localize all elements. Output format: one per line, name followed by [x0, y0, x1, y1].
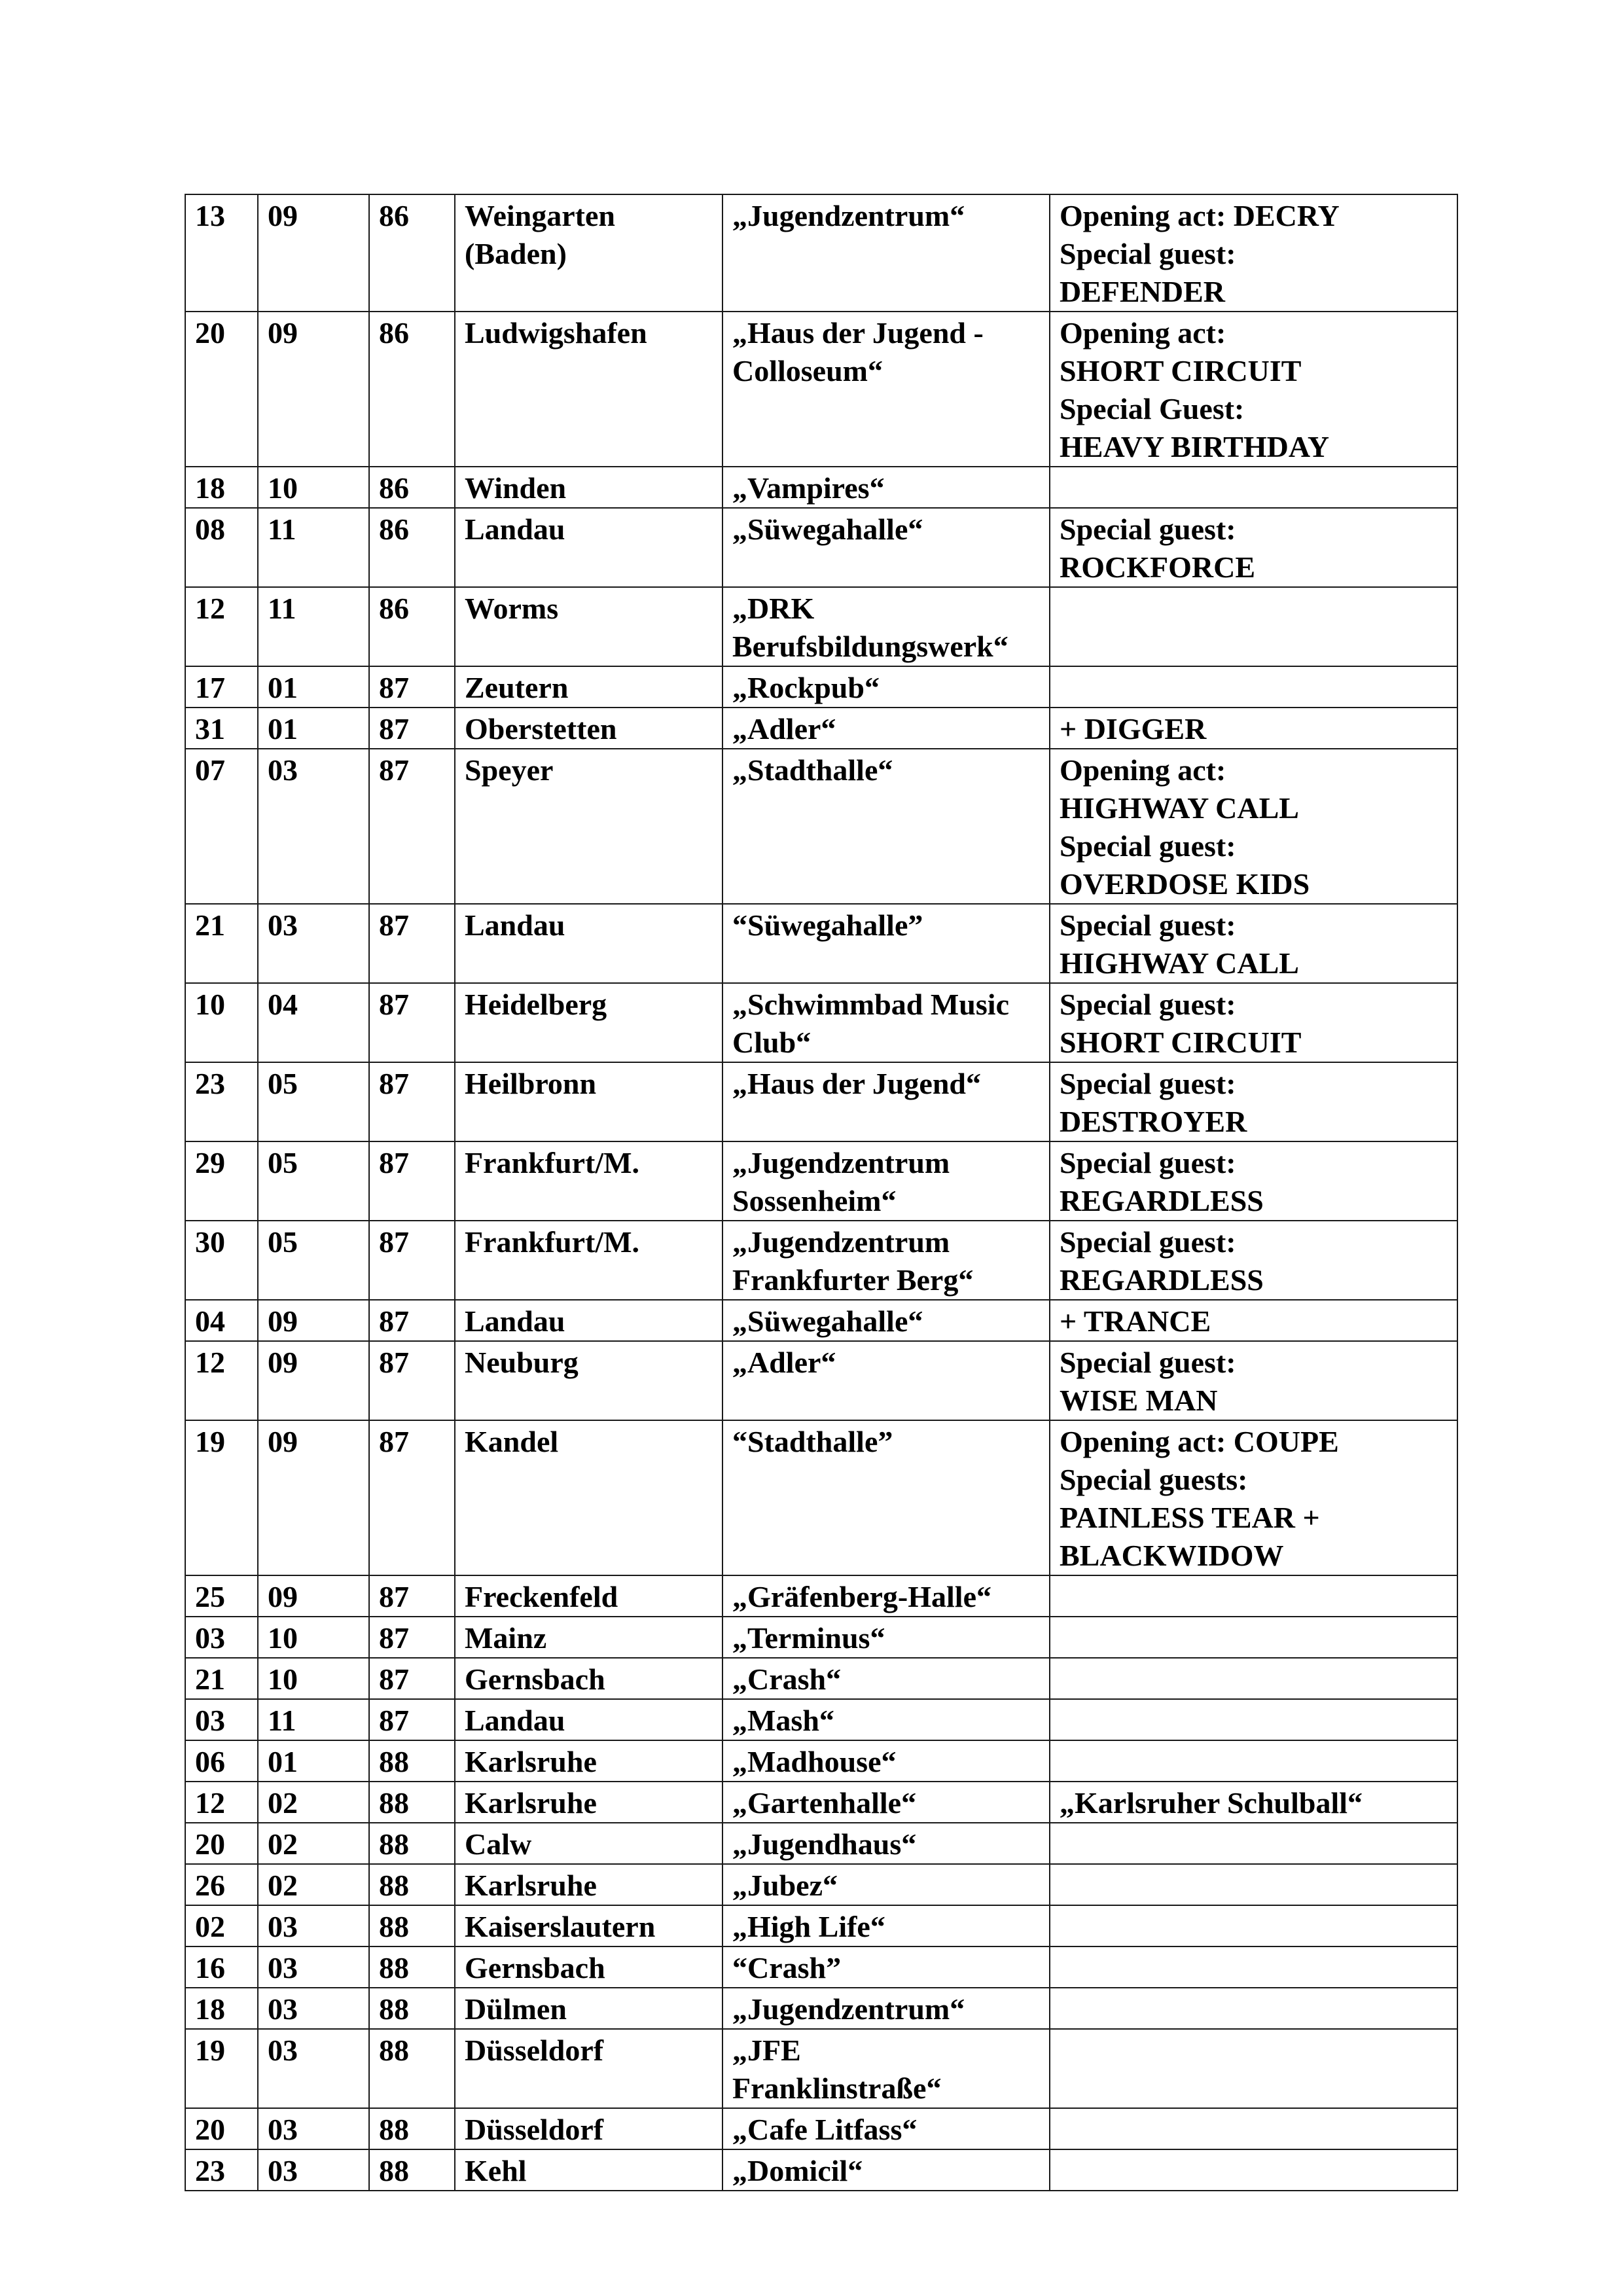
table-row [185, 1141, 1457, 1221]
cell-month: 09 [258, 1300, 369, 1341]
table-row [185, 1617, 1457, 1658]
cell-day: 21 [185, 1658, 258, 1699]
cell-year: 87 [369, 1658, 455, 1699]
cell-city: Düsseldorf [455, 2108, 722, 2149]
table-row [185, 1905, 1457, 1946]
table-row [185, 1740, 1457, 1782]
cell-year: 87 [369, 1420, 455, 1575]
cell-note [1050, 1617, 1457, 1658]
cell-venue: „Jugendzentrum Sossenheim“ [722, 1141, 1050, 1221]
cell-year: 87 [369, 1341, 455, 1420]
cell-venue: „Jugendzentrum“ [722, 194, 1050, 312]
cell-note [1050, 1699, 1457, 1740]
cell-venue: „Jugendzentrum Frankfurter Berg“ [722, 1221, 1050, 1300]
cell-month: 10 [258, 1658, 369, 1699]
cell-venue: „Jubez“ [722, 1864, 1050, 1905]
cell-day: 19 [185, 2029, 258, 2108]
cell-day: 08 [185, 508, 258, 587]
table-row [185, 904, 1457, 983]
table-row [185, 1221, 1457, 1300]
cell-venue: „Crash“ [722, 1658, 1050, 1699]
table-row [185, 312, 1457, 467]
cell-note [1050, 587, 1457, 666]
cell-day: 03 [185, 1617, 258, 1658]
cell-city: Frankfurt/M. [455, 1221, 722, 1300]
cell-year: 86 [369, 508, 455, 587]
cell-note: Special guest: SHORT CIRCUIT [1050, 983, 1457, 1062]
cell-day: 07 [185, 749, 258, 904]
cell-city: Zeutern [455, 666, 722, 708]
cell-city: Kandel [455, 1420, 722, 1575]
cell-note [1050, 1575, 1457, 1617]
cell-note [1050, 2108, 1457, 2149]
cell-note [1050, 1946, 1457, 1988]
cell-venue: „Cafe Litfass“ [722, 2108, 1050, 2149]
cell-year: 88 [369, 1864, 455, 1905]
cell-month: 03 [258, 2149, 369, 2191]
cell-day: 02 [185, 1905, 258, 1946]
cell-day: 29 [185, 1141, 258, 1221]
cell-year: 86 [369, 587, 455, 666]
cell-day: 30 [185, 1221, 258, 1300]
cell-city: Ludwigshafen [455, 312, 722, 467]
cell-month: 03 [258, 2029, 369, 2108]
table-row [185, 508, 1457, 587]
cell-month: 02 [258, 1864, 369, 1905]
cell-city: Gernsbach [455, 1658, 722, 1699]
cell-year: 88 [369, 1740, 455, 1782]
cell-year: 87 [369, 1221, 455, 1300]
cell-month: 09 [258, 1341, 369, 1420]
cell-year: 87 [369, 1699, 455, 1740]
cell-year: 87 [369, 1617, 455, 1658]
cell-month: 03 [258, 904, 369, 983]
cell-note [1050, 1864, 1457, 1905]
table-row [185, 1699, 1457, 1740]
cell-day: 12 [185, 1782, 258, 1823]
cell-year: 87 [369, 666, 455, 708]
cell-note: Opening act: SHORT CIRCUIT Special Guest: HEAVY BIRTHDAY [1050, 312, 1457, 467]
cell-venue: “Crash” [722, 1946, 1050, 1988]
cell-month: 01 [258, 1740, 369, 1782]
table-row [185, 1420, 1457, 1575]
cell-city: Dülmen [455, 1988, 722, 2029]
cell-year: 88 [369, 2149, 455, 2191]
cell-city: Calw [455, 1823, 722, 1864]
cell-city: Landau [455, 1699, 722, 1740]
cell-month: 03 [258, 1988, 369, 2029]
cell-venue: “Süwegahalle” [722, 904, 1050, 983]
cell-day: 06 [185, 1740, 258, 1782]
cell-note: Special guest: REGARDLESS [1050, 1221, 1457, 1300]
tour-dates-table [185, 194, 1458, 2191]
cell-day: 16 [185, 1946, 258, 1988]
cell-venue: „DRK Berufsbildungswerk“ [722, 587, 1050, 666]
cell-month: 04 [258, 983, 369, 1062]
cell-note: Opening act: DECRY Special guest: DEFENDER [1050, 194, 1457, 312]
cell-month: 09 [258, 312, 369, 467]
cell-note: + DIGGER [1050, 708, 1457, 749]
table-row [185, 749, 1457, 904]
cell-venue: „Gartenhalle“ [722, 1782, 1050, 1823]
cell-city: Mainz [455, 1617, 722, 1658]
cell-note: Special guest: WISE MAN [1050, 1341, 1457, 1420]
cell-city: Karlsruhe [455, 1740, 722, 1782]
cell-venue: „Domicil“ [722, 2149, 1050, 2191]
cell-note [1050, 2149, 1457, 2191]
cell-month: 10 [258, 1617, 369, 1658]
cell-month: 05 [258, 1221, 369, 1300]
cell-year: 87 [369, 983, 455, 1062]
cell-note: „Karlsruher Schulball“ [1050, 1782, 1457, 1823]
cell-month: 05 [258, 1141, 369, 1221]
cell-note: + TRANCE [1050, 1300, 1457, 1341]
cell-city: Oberstetten [455, 708, 722, 749]
cell-venue: „Adler“ [722, 1341, 1050, 1420]
tour-dates-body [185, 194, 1457, 2191]
cell-day: 26 [185, 1864, 258, 1905]
cell-day: 20 [185, 312, 258, 467]
cell-city: Heidelberg [455, 983, 722, 1062]
cell-venue: „Jugendhaus“ [722, 1823, 1050, 1864]
cell-month: 11 [258, 587, 369, 666]
cell-year: 87 [369, 1062, 455, 1141]
cell-month: 11 [258, 508, 369, 587]
cell-venue: „Terminus“ [722, 1617, 1050, 1658]
cell-year: 88 [369, 2029, 455, 2108]
cell-day: 12 [185, 1341, 258, 1420]
table-row [185, 1575, 1457, 1617]
cell-city: Kehl [455, 2149, 722, 2191]
cell-city: Landau [455, 508, 722, 587]
cell-day: 03 [185, 1699, 258, 1740]
cell-day: 23 [185, 2149, 258, 2191]
cell-year: 87 [369, 749, 455, 904]
cell-venue: „Süwegahalle“ [722, 508, 1050, 587]
cell-note [1050, 1988, 1457, 2029]
cell-year: 88 [369, 1782, 455, 1823]
cell-day: 20 [185, 1823, 258, 1864]
cell-venue: „Rockpub“ [722, 666, 1050, 708]
cell-year: 86 [369, 194, 455, 312]
cell-month: 01 [258, 666, 369, 708]
cell-month: 10 [258, 467, 369, 508]
cell-city: Speyer [455, 749, 722, 904]
cell-note [1050, 1905, 1457, 1946]
table-row [185, 666, 1457, 708]
table-row [185, 1062, 1457, 1141]
table-row [185, 1823, 1457, 1864]
table-row [185, 2029, 1457, 2108]
cell-note: Special guest: REGARDLESS [1050, 1141, 1457, 1221]
cell-month: 03 [258, 2108, 369, 2149]
cell-city: Landau [455, 904, 722, 983]
table-row [185, 1300, 1457, 1341]
cell-venue: “Stadthalle” [722, 1420, 1050, 1575]
cell-day: 17 [185, 666, 258, 708]
table-row [185, 1988, 1457, 2029]
cell-city: Winden [455, 467, 722, 508]
cell-month: 03 [258, 1946, 369, 1988]
table-row [185, 2108, 1457, 2149]
cell-note [1050, 1823, 1457, 1864]
cell-city: Weingarten (Baden) [455, 194, 722, 312]
cell-year: 86 [369, 467, 455, 508]
cell-note [1050, 2029, 1457, 2108]
cell-year: 87 [369, 1141, 455, 1221]
cell-year: 87 [369, 708, 455, 749]
cell-city: Karlsruhe [455, 1864, 722, 1905]
cell-day: 21 [185, 904, 258, 983]
table-row [185, 708, 1457, 749]
cell-year: 88 [369, 2108, 455, 2149]
cell-day: 04 [185, 1300, 258, 1341]
cell-month: 03 [258, 1905, 369, 1946]
cell-year: 87 [369, 1575, 455, 1617]
cell-note: Special guest: HIGHWAY CALL [1050, 904, 1457, 983]
cell-note: Special guest: DESTROYER [1050, 1062, 1457, 1141]
cell-venue: „Haus der Jugend - Colloseum“ [722, 312, 1050, 467]
cell-city: Freckenfeld [455, 1575, 722, 1617]
cell-year: 86 [369, 312, 455, 467]
cell-note [1050, 467, 1457, 508]
cell-month: 09 [258, 1420, 369, 1575]
cell-year: 87 [369, 904, 455, 983]
cell-venue: „Gräfenberg-Halle“ [722, 1575, 1050, 1617]
cell-note: Opening act: COUPE Special guests: PAINLESS TEAR + BLACKWIDOW [1050, 1420, 1457, 1575]
cell-day: 18 [185, 467, 258, 508]
table-row [185, 2149, 1457, 2191]
cell-month: 09 [258, 1575, 369, 1617]
cell-venue: „Madhouse“ [722, 1740, 1050, 1782]
table-row [185, 1782, 1457, 1823]
cell-day: 12 [185, 587, 258, 666]
cell-note [1050, 666, 1457, 708]
table-row [185, 1658, 1457, 1699]
cell-month: 11 [258, 1699, 369, 1740]
cell-venue: „Haus der Jugend“ [722, 1062, 1050, 1141]
table-row [185, 1864, 1457, 1905]
cell-city: Karlsruhe [455, 1782, 722, 1823]
cell-year: 88 [369, 1905, 455, 1946]
cell-day: 20 [185, 2108, 258, 2149]
cell-day: 31 [185, 708, 258, 749]
cell-venue: „Stadthalle“ [722, 749, 1050, 904]
cell-venue: „Mash“ [722, 1699, 1050, 1740]
table-row [185, 194, 1457, 312]
table-row [185, 467, 1457, 508]
cell-venue: „Schwimmbad Music Club“ [722, 983, 1050, 1062]
cell-month: 09 [258, 194, 369, 312]
cell-venue: „Jugendzentrum“ [722, 1988, 1050, 2029]
cell-city: Worms [455, 587, 722, 666]
cell-venue: „Süwegahalle“ [722, 1300, 1050, 1341]
table-row [185, 1341, 1457, 1420]
cell-city: Heilbronn [455, 1062, 722, 1141]
cell-city: Neuburg [455, 1341, 722, 1420]
cell-note [1050, 1658, 1457, 1699]
cell-city: Kaiserslautern [455, 1905, 722, 1946]
table-row [185, 587, 1457, 666]
cell-venue: „JFE Franklinstraße“ [722, 2029, 1050, 2108]
cell-city: Düsseldorf [455, 2029, 722, 2108]
cell-day: 23 [185, 1062, 258, 1141]
cell-month: 02 [258, 1823, 369, 1864]
table-row [185, 1946, 1457, 1988]
cell-note: Opening act: HIGHWAY CALL Special guest: OVERDOSE KIDS [1050, 749, 1457, 904]
cell-year: 88 [369, 1946, 455, 1988]
cell-month: 01 [258, 708, 369, 749]
cell-day: 10 [185, 983, 258, 1062]
cell-day: 25 [185, 1575, 258, 1617]
cell-day: 19 [185, 1420, 258, 1575]
cell-city: Gernsbach [455, 1946, 722, 1988]
cell-year: 88 [369, 1823, 455, 1864]
cell-day: 13 [185, 194, 258, 312]
cell-venue: „High Life“ [722, 1905, 1050, 1946]
cell-venue: „Vampires“ [722, 467, 1050, 508]
cell-month: 05 [258, 1062, 369, 1141]
cell-city: Landau [455, 1300, 722, 1341]
table-row [185, 983, 1457, 1062]
cell-month: 02 [258, 1782, 369, 1823]
cell-year: 87 [369, 1300, 455, 1341]
cell-venue: „Adler“ [722, 708, 1050, 749]
cell-note [1050, 1740, 1457, 1782]
cell-day: 18 [185, 1988, 258, 2029]
cell-city: Frankfurt/M. [455, 1141, 722, 1221]
cell-year: 88 [369, 1988, 455, 2029]
cell-note: Special guest: ROCKFORCE [1050, 508, 1457, 587]
cell-month: 03 [258, 749, 369, 904]
